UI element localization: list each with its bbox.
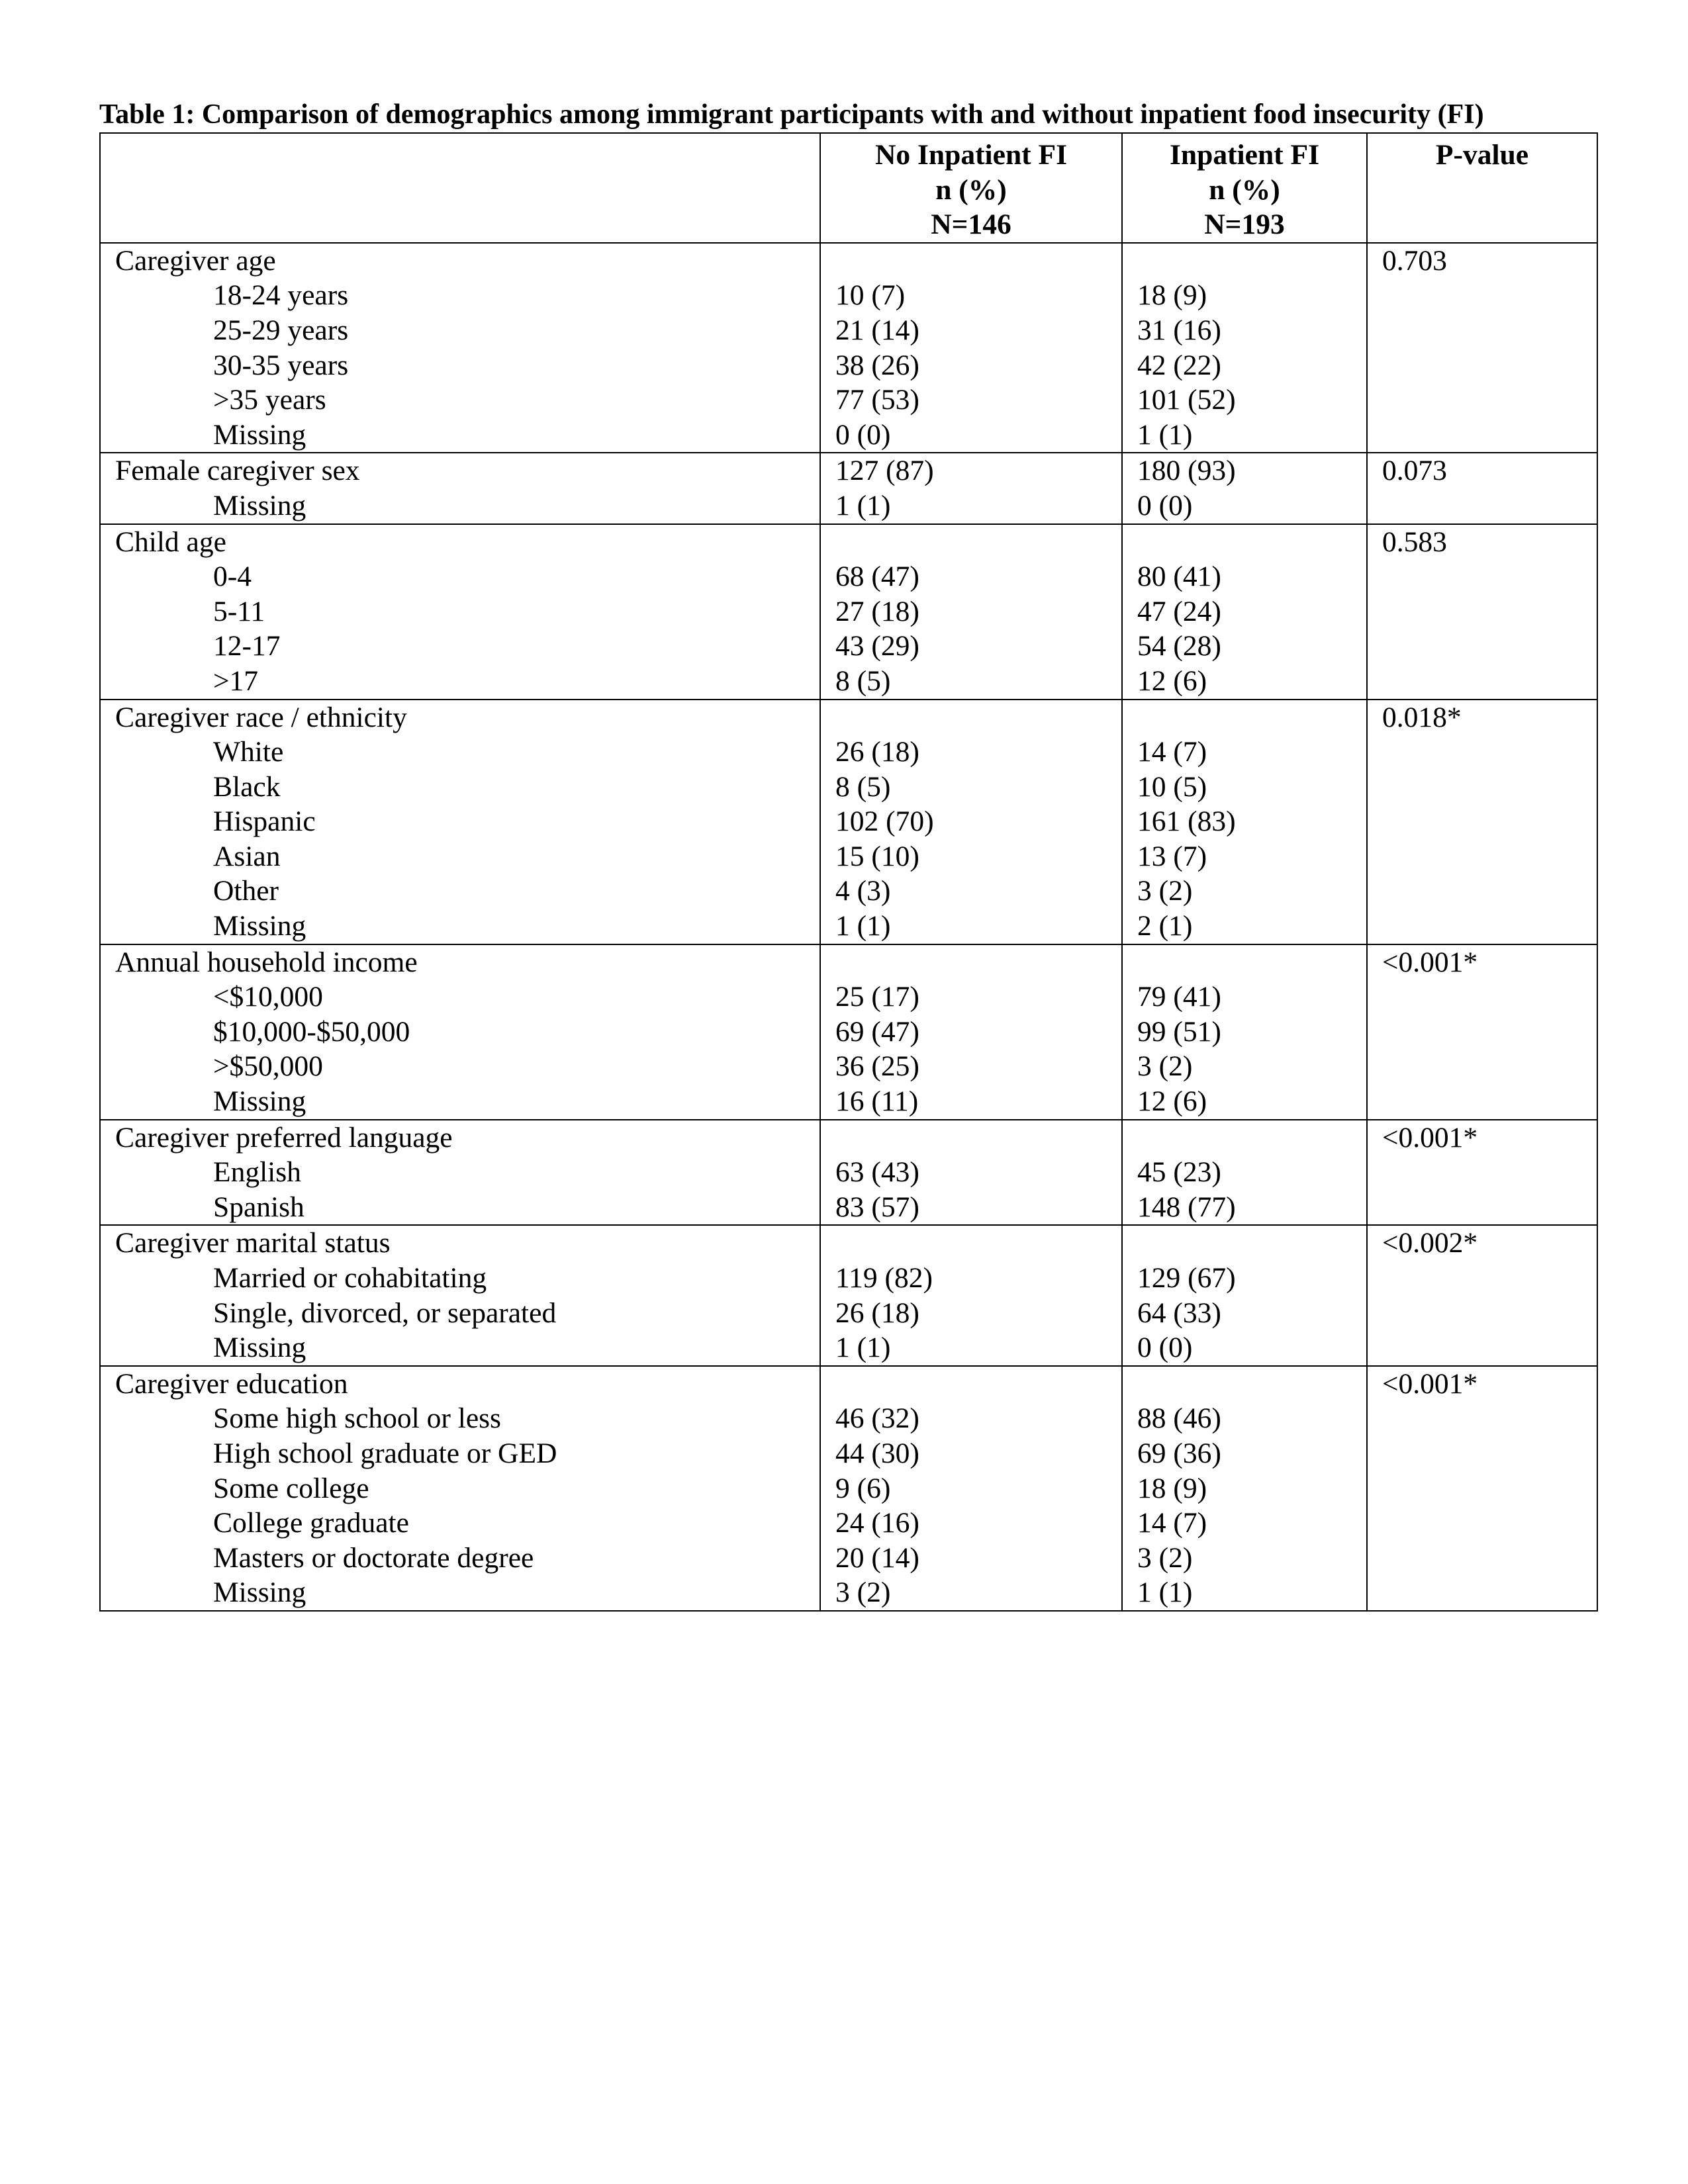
sub-row-label: Masters or doctorate degree bbox=[213, 1541, 534, 1574]
table-row-group bbox=[100, 1120, 1597, 1226]
inpatient-fi-cell bbox=[1122, 700, 1367, 944]
group-label: Annual household income bbox=[115, 946, 418, 978]
header-line: N=193 bbox=[1204, 208, 1285, 241]
p-value: 0.073 bbox=[1382, 455, 1447, 487]
empty-line bbox=[1382, 979, 1582, 1015]
p-value: 0.703 bbox=[1382, 244, 1447, 277]
sub-row-value: 42 (22) bbox=[1137, 349, 1221, 381]
group-value bbox=[1137, 244, 1352, 279]
no-inpatient-fi-cell bbox=[820, 1225, 1122, 1365]
sub-row-value: 20 (14) bbox=[835, 1541, 919, 1574]
page-content bbox=[99, 99, 1597, 1612]
sub-row-value: 18 (9) bbox=[1137, 279, 1207, 312]
p-value-cell bbox=[1367, 524, 1597, 700]
sub-row-value: 45 (23) bbox=[1137, 1156, 1221, 1189]
sub-row-value: 68 (47) bbox=[835, 561, 919, 593]
sub-row-value: 3 (2) bbox=[1137, 1050, 1193, 1083]
p-value: 0.583 bbox=[1382, 525, 1447, 558]
p-value-cell bbox=[1367, 243, 1597, 453]
header-cell-p-value bbox=[1367, 133, 1597, 243]
sub-row-value: 14 (7) bbox=[1137, 736, 1207, 768]
sub-row-value: 44 (30) bbox=[835, 1437, 919, 1469]
sub-row-label: >17 bbox=[213, 664, 259, 697]
no-inpatient-fi-cell bbox=[820, 524, 1122, 700]
empty-line bbox=[1382, 1401, 1582, 1436]
group-value bbox=[835, 525, 1107, 560]
sub-row-value: 12 (6) bbox=[1137, 664, 1207, 697]
sub-row-label: Missing bbox=[213, 418, 306, 451]
empty-line bbox=[1382, 770, 1582, 805]
inpatient-fi-cell bbox=[1122, 944, 1367, 1120]
empty-line bbox=[1382, 839, 1582, 874]
sub-row-label: Some high school or less bbox=[213, 1402, 501, 1435]
empty-line bbox=[1382, 1190, 1582, 1225]
sub-row-label: 5-11 bbox=[213, 595, 265, 627]
table-row-group bbox=[100, 700, 1597, 944]
sub-row-label: White bbox=[213, 736, 284, 768]
empty-line bbox=[1382, 594, 1582, 629]
sub-row-value: 24 (16) bbox=[835, 1507, 919, 1539]
sub-row-value: 0 (0) bbox=[1137, 489, 1193, 522]
sub-row-value: 26 (18) bbox=[835, 736, 919, 768]
sub-row-value: 64 (33) bbox=[1137, 1297, 1221, 1329]
sub-row-value: 36 (25) bbox=[835, 1050, 919, 1083]
header-line: n (%) bbox=[1209, 173, 1280, 206]
sub-row-value: 8 (5) bbox=[835, 664, 891, 697]
sub-row-value: 69 (36) bbox=[1137, 1437, 1221, 1469]
group-label: Female caregiver sex bbox=[115, 455, 360, 487]
sub-row-label: 0-4 bbox=[213, 561, 252, 593]
no-inpatient-fi-cell bbox=[820, 243, 1122, 453]
sub-row-value: 1 (1) bbox=[835, 1332, 891, 1364]
empty-line bbox=[1382, 664, 1582, 699]
table-row-group bbox=[100, 944, 1597, 1120]
sub-row-value: 148 (77) bbox=[1137, 1191, 1236, 1223]
empty-line bbox=[1382, 1471, 1582, 1506]
p-value: 0.018* bbox=[1382, 701, 1462, 733]
empty-line bbox=[1382, 735, 1582, 770]
p-value-cell bbox=[1367, 1225, 1597, 1365]
empty-line bbox=[1382, 1330, 1582, 1365]
empty-line bbox=[1382, 348, 1582, 383]
sub-row-value: 46 (32) bbox=[835, 1402, 919, 1435]
group-value bbox=[1137, 1120, 1352, 1156]
table-header-row bbox=[100, 133, 1597, 243]
sub-row-value: 14 (7) bbox=[1137, 1507, 1207, 1539]
sub-row-value: 3 (2) bbox=[1137, 1541, 1193, 1574]
sub-row-value: 31 (16) bbox=[1137, 314, 1221, 346]
group-value bbox=[1137, 945, 1352, 980]
sub-row-value: 10 (5) bbox=[1137, 770, 1207, 803]
sub-row-value: 1 (1) bbox=[1137, 1576, 1193, 1609]
header-cell-label bbox=[100, 133, 820, 243]
sub-row-value: 2 (1) bbox=[1137, 910, 1193, 942]
sub-row-value: 9 (6) bbox=[835, 1472, 891, 1504]
group-label: Caregiver preferred language bbox=[115, 1121, 453, 1154]
table-caption: Table 1: Comparison of demographics among immigrant participants with and without inpatient food insecurity (FI) bbox=[99, 99, 1484, 130]
p-value-cell bbox=[1367, 944, 1597, 1120]
empty-line bbox=[1382, 1015, 1582, 1050]
p-value-cell bbox=[1367, 453, 1597, 523]
sub-row-value: 79 (41) bbox=[1137, 981, 1221, 1013]
sub-row-value: 21 (14) bbox=[835, 314, 919, 346]
empty-line bbox=[1382, 1436, 1582, 1471]
sub-row-label: Missing bbox=[213, 1085, 306, 1118]
group-label: Caregiver age bbox=[115, 244, 276, 277]
sub-row-value: 1 (1) bbox=[835, 910, 891, 942]
empty-line bbox=[1382, 1506, 1582, 1541]
group-value bbox=[1137, 1367, 1352, 1402]
group-value: 180 (93) bbox=[1137, 455, 1236, 487]
sub-row-label: Hispanic bbox=[213, 805, 316, 838]
sub-row-label: Asian bbox=[213, 840, 281, 872]
sub-row-value: 3 (2) bbox=[835, 1576, 891, 1609]
row-label-cell bbox=[100, 700, 820, 944]
sub-row-value: 119 (82) bbox=[835, 1262, 933, 1294]
empty-line bbox=[1382, 629, 1582, 664]
row-label-cell bbox=[100, 453, 820, 523]
sub-row-value: 161 (83) bbox=[1137, 805, 1236, 838]
group-value: 127 (87) bbox=[835, 455, 934, 487]
sub-row-value: 83 (57) bbox=[835, 1191, 919, 1223]
group-value bbox=[1137, 525, 1352, 560]
empty-line bbox=[1382, 1084, 1582, 1119]
empty-line bbox=[1382, 1049, 1582, 1084]
p-value-cell bbox=[1367, 1120, 1597, 1226]
empty-line bbox=[1382, 559, 1582, 594]
header-line: No Inpatient FI bbox=[874, 139, 1068, 171]
sub-row-label: College graduate bbox=[213, 1507, 409, 1539]
group-value bbox=[1137, 700, 1352, 735]
sub-row-value: 38 (26) bbox=[835, 349, 919, 381]
sub-row-value: 4 (3) bbox=[835, 875, 891, 907]
sub-row-value: 129 (67) bbox=[1137, 1262, 1236, 1294]
sub-row-label: Spanish bbox=[213, 1191, 305, 1223]
sub-row-label: 30-35 years bbox=[213, 349, 349, 381]
sub-row-label: $10,000-$50,000 bbox=[213, 1015, 410, 1048]
group-label: Child age bbox=[115, 525, 226, 558]
sub-row-value: 88 (46) bbox=[1137, 1402, 1221, 1435]
group-label: Caregiver marital status bbox=[115, 1227, 391, 1259]
empty-line bbox=[1382, 1296, 1582, 1331]
table-row-group bbox=[100, 1225, 1597, 1365]
group-value bbox=[835, 1226, 1107, 1261]
sub-row-value: 15 (10) bbox=[835, 840, 919, 872]
group-value bbox=[1137, 1226, 1352, 1261]
group-value bbox=[835, 945, 1107, 980]
empty-line bbox=[1382, 488, 1582, 523]
sub-row-value: 26 (18) bbox=[835, 1297, 919, 1329]
p-value-cell bbox=[1367, 700, 1597, 944]
p-value-cell bbox=[1367, 1366, 1597, 1611]
empty-line bbox=[1382, 874, 1582, 909]
inpatient-fi-cell bbox=[1122, 243, 1367, 453]
p-value: <0.001* bbox=[1382, 1121, 1478, 1154]
no-inpatient-fi-cell bbox=[820, 700, 1122, 944]
sub-row-value: 63 (43) bbox=[835, 1156, 919, 1189]
sub-row-value: 54 (28) bbox=[1137, 630, 1221, 662]
row-label-cell bbox=[100, 1120, 820, 1226]
empty-line bbox=[1382, 313, 1582, 348]
sub-row-value: 99 (51) bbox=[1137, 1015, 1221, 1048]
sub-row-label: Some college bbox=[213, 1472, 369, 1504]
sub-row-label: Missing bbox=[213, 1332, 306, 1364]
group-value bbox=[835, 700, 1107, 735]
inpatient-fi-cell bbox=[1122, 524, 1367, 700]
sub-row-value: 69 (47) bbox=[835, 1015, 919, 1048]
sub-row-label: Missing bbox=[213, 1576, 306, 1609]
sub-row-value: 16 (11) bbox=[835, 1085, 919, 1118]
empty-line bbox=[1382, 278, 1582, 313]
sub-row-value: 12 (6) bbox=[1137, 1085, 1207, 1118]
sub-row-label: 25-29 years bbox=[213, 314, 349, 346]
sub-row-label: Other bbox=[213, 875, 279, 907]
empty-line bbox=[1382, 383, 1582, 418]
table-row-group bbox=[100, 1366, 1597, 1611]
group-label: Caregiver education bbox=[115, 1367, 348, 1400]
sub-row-label: High school graduate or GED bbox=[213, 1437, 557, 1469]
row-label-cell bbox=[100, 1366, 820, 1611]
no-inpatient-fi-cell bbox=[820, 944, 1122, 1120]
sub-row-label: <$10,000 bbox=[213, 981, 323, 1013]
row-label-cell bbox=[100, 524, 820, 700]
header-line: Inpatient FI bbox=[1170, 139, 1319, 171]
empty-line bbox=[1382, 1575, 1582, 1610]
row-label-cell bbox=[100, 1225, 820, 1365]
sub-row-value: 10 (7) bbox=[835, 279, 906, 312]
inpatient-fi-cell bbox=[1122, 1120, 1367, 1226]
p-value: <0.001* bbox=[1382, 1367, 1478, 1400]
sub-row-value: 18 (9) bbox=[1137, 1472, 1207, 1504]
sub-row-label: Single, divorced, or separated bbox=[213, 1297, 557, 1329]
sub-row-label: Married or cohabitating bbox=[213, 1262, 487, 1294]
no-inpatient-fi-cell bbox=[820, 453, 1122, 523]
row-label-cell bbox=[100, 944, 820, 1120]
sub-row-label: >35 years bbox=[213, 384, 326, 416]
empty-line bbox=[1382, 1541, 1582, 1576]
sub-row-value: 80 (41) bbox=[1137, 561, 1221, 593]
table-body bbox=[100, 243, 1597, 1611]
sub-row-label: Missing bbox=[213, 489, 306, 522]
sub-row-value: 27 (18) bbox=[835, 595, 919, 627]
sub-row-value: 3 (2) bbox=[1137, 875, 1193, 907]
sub-row-value: 8 (5) bbox=[835, 770, 891, 803]
empty-line bbox=[1382, 1155, 1582, 1190]
sub-row-label: Black bbox=[213, 770, 281, 803]
table-row-group bbox=[100, 524, 1597, 700]
sub-row-value: 102 (70) bbox=[835, 805, 934, 838]
empty-line bbox=[1382, 909, 1582, 944]
no-inpatient-fi-cell bbox=[820, 1120, 1122, 1226]
sub-row-label: 12-17 bbox=[213, 630, 281, 662]
sub-row-value: 25 (17) bbox=[835, 981, 919, 1013]
empty-line bbox=[1382, 1261, 1582, 1296]
empty-line bbox=[1382, 418, 1582, 453]
sub-row-label: English bbox=[213, 1156, 301, 1189]
inpatient-fi-cell bbox=[1122, 453, 1367, 523]
group-value bbox=[835, 244, 1107, 279]
header-cell-no-inpatient-fi bbox=[820, 133, 1122, 243]
inpatient-fi-cell bbox=[1122, 1225, 1367, 1365]
sub-row-value: 13 (7) bbox=[1137, 840, 1207, 872]
sub-row-label: 18-24 years bbox=[213, 279, 349, 312]
header-line: P-value bbox=[1435, 139, 1529, 171]
header-line: n (%) bbox=[935, 173, 1007, 206]
header-line: N=146 bbox=[931, 208, 1011, 241]
no-inpatient-fi-cell bbox=[820, 1366, 1122, 1611]
inpatient-fi-cell bbox=[1122, 1366, 1367, 1611]
sub-row-value: 43 (29) bbox=[835, 630, 919, 662]
demographics-table bbox=[99, 132, 1598, 1612]
group-value bbox=[835, 1367, 1107, 1402]
sub-row-label: >$50,000 bbox=[213, 1050, 323, 1083]
sub-row-value: 101 (52) bbox=[1137, 384, 1236, 416]
sub-row-value: 77 (53) bbox=[835, 384, 919, 416]
sub-row-value: 47 (24) bbox=[1137, 595, 1221, 627]
sub-row-value: 0 (0) bbox=[1137, 1332, 1193, 1364]
group-value bbox=[835, 1120, 1107, 1156]
group-label: Caregiver race / ethnicity bbox=[115, 701, 407, 733]
sub-row-label: Missing bbox=[213, 910, 306, 942]
sub-row-value: 0 (0) bbox=[835, 418, 891, 451]
row-label-cell bbox=[100, 243, 820, 453]
table-row-group bbox=[100, 243, 1597, 453]
empty-line bbox=[1382, 804, 1582, 839]
header-cell-inpatient-fi bbox=[1122, 133, 1367, 243]
table-row-group bbox=[100, 453, 1597, 523]
p-value: <0.002* bbox=[1382, 1227, 1478, 1259]
sub-row-value: 1 (1) bbox=[835, 489, 891, 522]
p-value: <0.001* bbox=[1382, 946, 1478, 978]
sub-row-value: 1 (1) bbox=[1137, 418, 1193, 451]
